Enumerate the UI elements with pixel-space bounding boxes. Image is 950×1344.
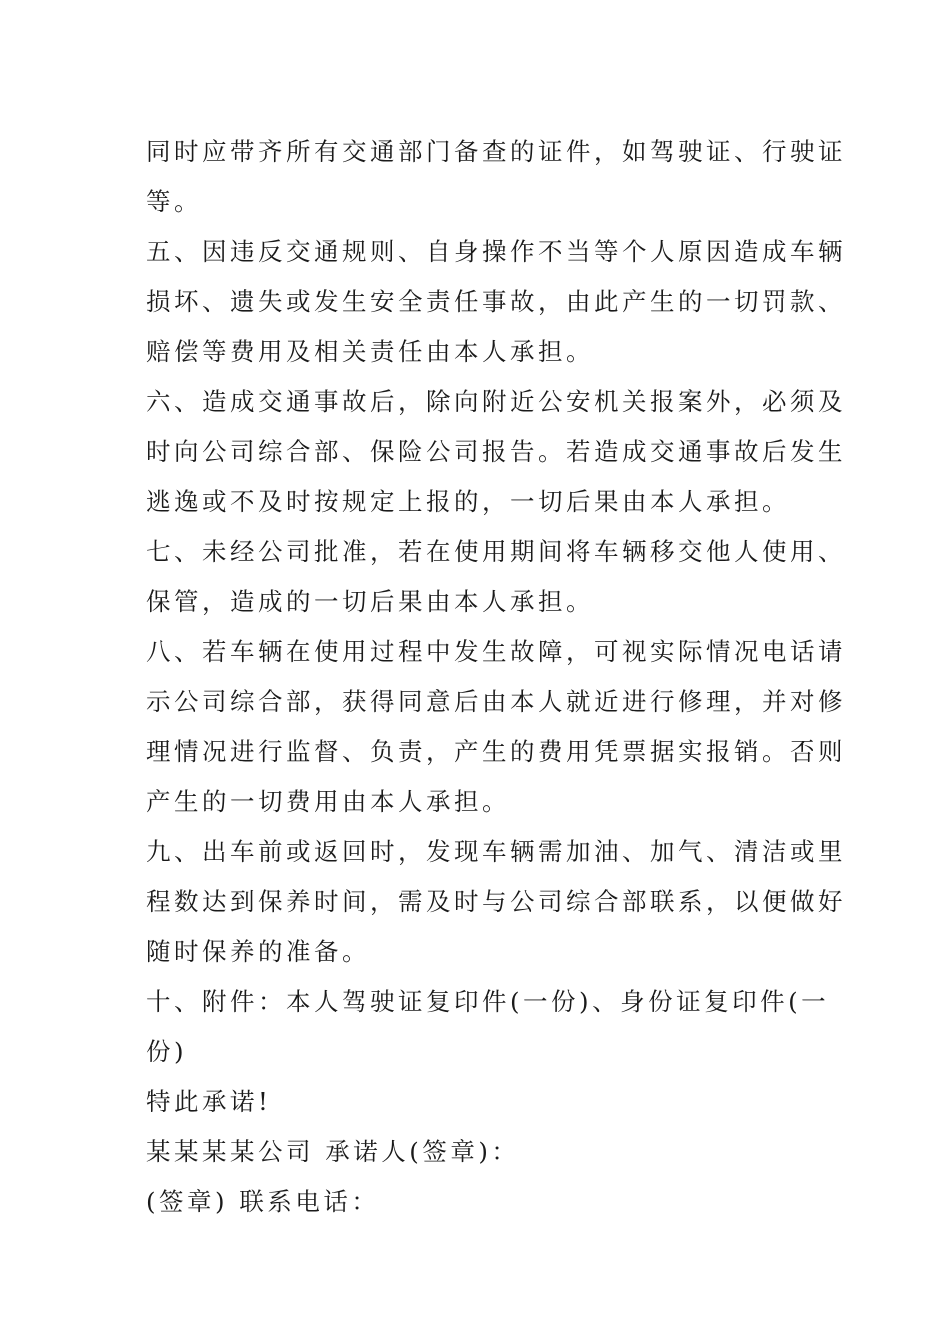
paragraph-clause-10-attachments bbox=[146, 977, 830, 1077]
text-line: 份) bbox=[146, 1037, 188, 1066]
text-line: 十、附件：本人驾驶证复印件(一份)、身份证复印件(一 bbox=[146, 987, 830, 1016]
text-line: (签章) 联系电话： bbox=[146, 1187, 380, 1216]
text-line: 随时保养的准备。 bbox=[146, 937, 370, 966]
text-line: 程数达到保养时间，需及时与公司综合部联系，以便做好 bbox=[146, 887, 846, 916]
paragraph-signature-phone bbox=[146, 1177, 806, 1227]
text-line: 损坏、遗失或发生安全责任事故，由此产生的一切罚款、 bbox=[146, 287, 846, 316]
text-line: 示公司综合部，获得同意后由本人就近进行修理，并对修 bbox=[146, 687, 846, 716]
text-line: 特此承诺! bbox=[146, 1087, 272, 1116]
paragraph-clause-7 bbox=[146, 527, 846, 627]
text-line: 理情况进行监督、负责，产生的费用凭票据实报销。否则 bbox=[146, 737, 846, 766]
text-line: 保管，造成的一切后果由本人承担。 bbox=[146, 587, 594, 616]
text-line: 产生的一切费用由本人承担。 bbox=[146, 787, 510, 816]
document-body bbox=[146, 127, 846, 1227]
text-line: 同时应带齐所有交通部门备查的证件，如驾驶证、行驶证 bbox=[146, 137, 846, 166]
paragraph-closing-statement bbox=[146, 1077, 806, 1127]
text-line: 时向公司综合部、保险公司报告。若造成交通事故后发生 bbox=[146, 437, 846, 466]
text-line: 六、造成交通事故后，除向附近公安机关报案外，必须及 bbox=[146, 387, 846, 416]
text-line: 七、未经公司批准，若在使用期间将车辆移交他人使用、 bbox=[146, 537, 846, 566]
text-line: 等。 bbox=[146, 187, 202, 216]
paragraph-company-signatory bbox=[146, 1127, 806, 1177]
text-line: 赔偿等费用及相关责任由本人承担。 bbox=[146, 337, 594, 366]
paragraph-clause-9 bbox=[146, 827, 846, 977]
paragraph-clause-6 bbox=[146, 377, 846, 527]
text-line: 逃逸或不及时按规定上报的，一切后果由本人承担。 bbox=[146, 487, 790, 516]
text-line: 五、因违反交通规则、自身操作不当等个人原因造成车辆 bbox=[146, 237, 846, 266]
paragraph-clause-5 bbox=[146, 227, 846, 377]
paragraph-driving-documents bbox=[146, 127, 846, 227]
text-line: 九、出车前或返回时，发现车辆需加油、加气、清洁或里 bbox=[146, 837, 846, 866]
text-line: 八、若车辆在使用过程中发生故障，可视实际情况电话请 bbox=[146, 637, 846, 666]
paragraph-clause-8 bbox=[146, 627, 846, 827]
text-line: 某某某某公司 承诺人(签章)： bbox=[146, 1137, 520, 1166]
